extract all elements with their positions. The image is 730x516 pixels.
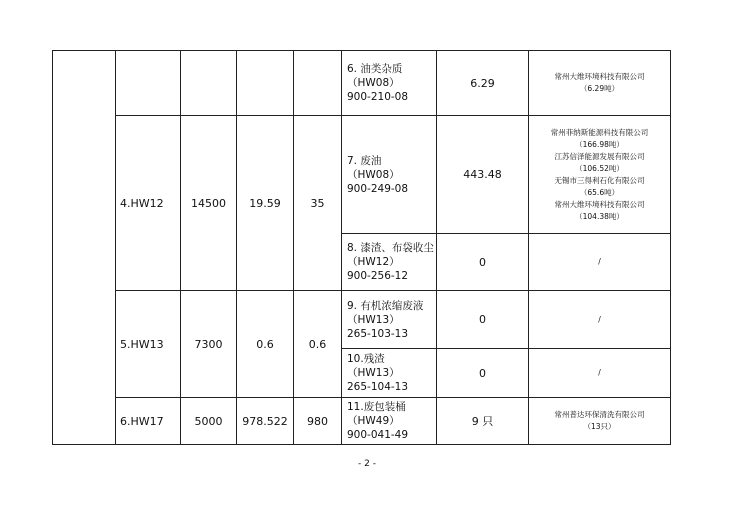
- waste-number: 265-104-13: [347, 381, 409, 393]
- destination-amount: （106.52吨）: [575, 163, 624, 173]
- waste-code: （HW08）: [347, 77, 400, 89]
- category-cell: 5.HW13: [116, 291, 181, 398]
- page-number: - 2 -: [358, 459, 376, 469]
- waste-name-cell: [342, 234, 437, 291]
- destination-amount: （65.6吨）: [579, 187, 620, 197]
- waste-code: （HW49）: [347, 415, 400, 427]
- category-cell: 6.HW17: [116, 398, 181, 445]
- table-row: [53, 51, 671, 116]
- destination-cell: [529, 291, 671, 349]
- waste-name-cell: [342, 291, 437, 349]
- table-row: [53, 398, 671, 445]
- destination-amount: （104.38吨）: [575, 211, 624, 221]
- waste-name: 9. 有机浓缩废液: [347, 299, 424, 312]
- total-cell: 7300: [181, 291, 237, 398]
- used-cell: 0.6: [237, 291, 294, 398]
- total-cell: 5000: [181, 398, 237, 445]
- destination-company: 江苏信泽能源发展有限公司: [554, 151, 645, 161]
- destination-cell: [529, 51, 671, 116]
- destination-company: 常州大维环境科技有限公司: [554, 72, 645, 81]
- destination-empty: /: [598, 368, 601, 377]
- category-cell: 4.HW12: [116, 116, 181, 291]
- category-cell: [116, 51, 181, 116]
- destination-empty: /: [598, 314, 601, 324]
- quantity-cell: 0: [437, 349, 529, 398]
- waste-name-cell: [342, 349, 437, 398]
- destination-cell: [529, 234, 671, 291]
- waste-name-cell: [342, 51, 437, 116]
- destination-amount: （166.98吨）: [575, 139, 624, 149]
- destination-empty: /: [598, 257, 601, 266]
- waste-name: 6. 油类杂质: [347, 63, 403, 75]
- quantity-cell: 0: [437, 234, 529, 291]
- table-row: [53, 116, 671, 234]
- destination-company: 常州菲纳斯能源科技有限公司: [550, 127, 649, 137]
- waste-code: （HW13）: [347, 313, 400, 326]
- used-cell: [237, 51, 294, 116]
- waste-name: 7. 废油: [347, 154, 382, 167]
- quantity-cell: 0: [437, 291, 529, 349]
- table-cell-blank: [53, 51, 116, 445]
- destination-company: 常州大维环境科技有限公司: [554, 199, 645, 209]
- waste-disposal-table: [52, 50, 671, 445]
- waste-number: 265-103-13: [347, 327, 409, 340]
- destination-amount: （13只）: [583, 422, 616, 431]
- destination-cell: [529, 116, 671, 234]
- total-cell: [181, 51, 237, 116]
- capacity-cell: 0.6: [294, 291, 342, 398]
- capacity-cell: 980: [294, 398, 342, 445]
- waste-code: （HW12）: [347, 256, 400, 268]
- waste-number: 900-256-12: [347, 270, 409, 282]
- destination-cell: [529, 398, 671, 445]
- waste-code: （HW08）: [347, 168, 400, 181]
- used-cell: 19.59: [237, 116, 294, 291]
- destination-cell: [529, 349, 671, 398]
- waste-number: 900-249-08: [347, 182, 409, 195]
- table-row: [53, 291, 671, 349]
- waste-name: 10.残渣: [347, 353, 385, 365]
- waste-code: （HW13）: [347, 367, 400, 379]
- destination-company: 无锡市三得利石化有限公司: [554, 175, 645, 185]
- quantity-cell: 9 只: [437, 398, 529, 445]
- quantity-cell: 443.48: [437, 116, 529, 234]
- destination-company: 常州普达环保清洗有限公司: [554, 410, 645, 419]
- waste-number: 900-041-49: [347, 429, 409, 441]
- waste-name: 8. 漆渣、布袋收尘: [347, 242, 434, 254]
- capacity-cell: [294, 51, 342, 116]
- waste-number: 900-210-08: [347, 91, 409, 103]
- quantity-cell: 6.29: [437, 51, 529, 116]
- waste-name: 11.废包装桶: [347, 401, 406, 413]
- waste-name-cell: [342, 398, 437, 445]
- capacity-cell: 35: [294, 116, 342, 291]
- total-cell: 14500: [181, 116, 237, 291]
- used-cell: 978.522: [237, 398, 294, 445]
- destination-amount: （6.29吨）: [579, 84, 620, 93]
- waste-name-cell: [342, 116, 437, 234]
